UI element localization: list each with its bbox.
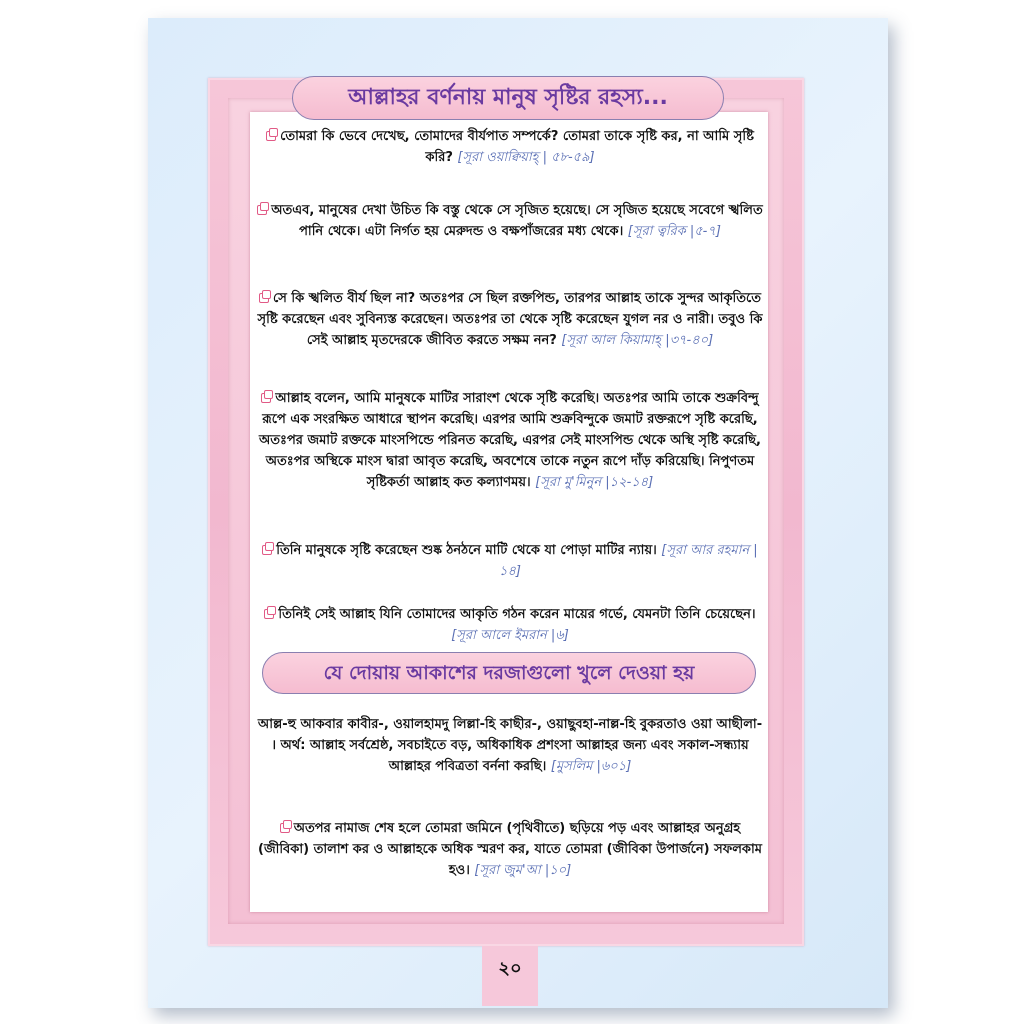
verse-reference: [সূরা ত্বরিক |৫-৭] bbox=[627, 224, 721, 239]
verse-reference: [সূরা আল কিয়ামাহ্ |৩৭-৪০] bbox=[561, 333, 714, 348]
verse-block-2 bbox=[256, 200, 764, 242]
verse-text: সে কি স্খলিত বীর্য ছিল না? অতঃপর সে ছিল রক্তপিন্ড, তারপর আল্লাহ তাকে সুন্দর আকৃতিতে সৃষ্টি করেছেন এবং সুবিন্যস্ত করেছেন। অতঃপর তা থেকে সৃষ্টি করেছেন যুগল নর ও নারী। তবুও কি সেই আল্লাহ মৃতদেরকে জীবিত করতে সক্ষম নন? bbox=[257, 291, 763, 348]
verse-block-4 bbox=[256, 388, 764, 493]
copy-icon bbox=[259, 293, 269, 303]
copy-icon bbox=[261, 393, 271, 403]
verse-text: তিনিই সেই আল্লাহ যিনি তোমাদের আকৃতি গঠন করেন মায়ের গর্ভে, যেমনটা তিনি চেয়েছেন। bbox=[278, 607, 756, 622]
dua-block bbox=[256, 714, 764, 777]
copy-icon bbox=[264, 609, 274, 619]
copy-icon bbox=[280, 823, 290, 833]
section-title-dua: যে দোয়ায় আকাশের দরজাগুলো খুলে দেওয়া হয় bbox=[262, 652, 756, 694]
verse-block-5 bbox=[256, 540, 764, 582]
section-title-creation: আল্লাহর বর্ণনায় মানুষ সৃষ্টির রহস্য... bbox=[292, 76, 724, 120]
verse-reference: [সূরা আর রহমান |১৪] bbox=[499, 543, 758, 579]
verse-block-3 bbox=[256, 288, 764, 351]
dua-reference: [মুসলিম |৬০১] bbox=[550, 759, 632, 774]
verse-block-6 bbox=[256, 604, 764, 646]
verse-reference: [সূরা জুম'আ |১০] bbox=[474, 863, 572, 878]
verse-text: অতপর নামাজ শেষ হলে তোমরা জমিনে (পৃথিবীতে) ছড়িয়ে পড় এবং আল্লাহর অনুগ্রহ (জীবিকা) তালাশ কর ও আল্লাহকে অধিক স্মরণ কর, যাতে তোমরা (জীবিকা উপার্জনে) সফলকাম হও। bbox=[258, 821, 762, 878]
verse-block-1 bbox=[256, 126, 764, 168]
copy-icon bbox=[266, 131, 276, 141]
dua-text: আল্ল-হু আকবার কাবীর-, ওয়ালহামদু লিল্লা-হি কাছীর-, ওয়াছুবহা-নাল্ল-হি বুকরতাও ওয়া আছীলা- । অর্থ: আল্লাহ সর্বশ্রেষ্ঠ, সবচাইতে বড়, অধিকাধিক প্রশংসা আল্লাহর জন্য এবং সকাল-সন্ধ্যায় আল্লাহর পবিত্রতা বর্ননা করছি। bbox=[257, 717, 763, 774]
verse-reference: [সূরা মু'মিনুন |১২-১৪] bbox=[535, 475, 654, 490]
page-number: ২০ bbox=[498, 958, 522, 979]
verse-reference: [সূরা আলে ইমরান |৬] bbox=[451, 628, 569, 643]
verse-block-8 bbox=[256, 818, 764, 881]
verse-text: তিনি মানুষকে সৃষ্টি করেছেন শুষ্ক ঠনঠনে মাটি থেকে যা পোড়া মাটির ন্যায়। bbox=[276, 543, 657, 558]
verse-text: অতএব, মানুষের দেখা উচিত কি বস্তু থেকে সে সৃজিত হয়েছে। সে সৃজিত হয়েছে সবেগে স্খলিত পানি থেকে। এটা নির্গত হয় মেরুদন্ড ও বক্ষপাঁজরের মধ্য থেকে। bbox=[271, 203, 763, 239]
copy-icon bbox=[257, 205, 267, 215]
copy-icon bbox=[262, 545, 272, 555]
verse-text: তোমরা কি ভেবে দেখেছ, তোমাদের বীর্যপাত সম্পর্কে? তোমরা তাকে সৃষ্টি কর, না আমি সৃষ্টি করি? bbox=[280, 129, 754, 165]
verse-text: আল্লাহ বলেন, আমি মানুষকে মাটির সারাংশ থেকে সৃষ্টি করেছি। অতঃপর আমি তাকে শুক্রবিন্দু রূপে এক সংরক্ষিত আধারে স্থাপন করেছি। এরপর আমি শুক্রবিন্দুকে জমাট রক্তরূপে সৃষ্টি করেছি, অতঃপর জমাট রক্তকে মাংসপিন্ডে পরিনত করেছি, এরপর সেই মাংসপিন্ড থেকে অস্থি সৃষ্টি করেছি, অতঃপর অস্থিকে মাংস দ্বারা আবৃত করেছি, অবশেষে তাকে নতুন রূপে দাঁড় করিয়েছি। নিপুণতম সৃষ্টিকর্তা আল্লাহ কত কল্যাণময়। bbox=[259, 391, 761, 490]
verse-reference: [সূরা ওয়াক্বিয়াহ্ | ৫৮-৫৯] bbox=[457, 150, 595, 165]
